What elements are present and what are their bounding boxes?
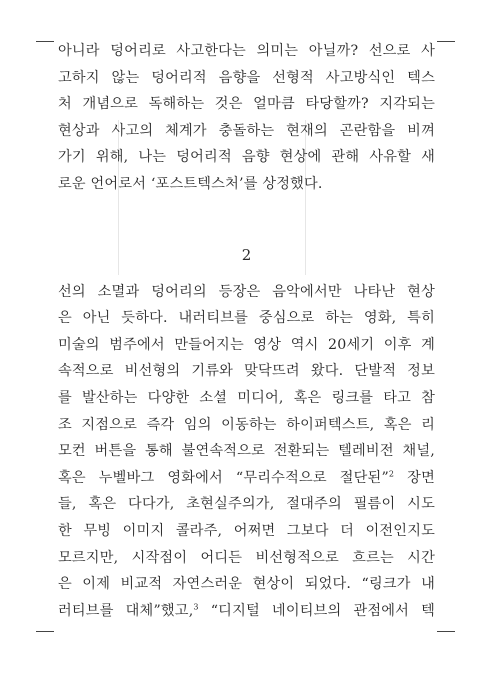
paragraph-1 [58, 38, 435, 198]
page-body [58, 38, 435, 624]
text-line: 고하지 않는 덩어리적 음향을 선형적 사고방식인 텍스 [58, 69, 435, 86]
footnote-marker-2[interactable]: 2 [388, 468, 395, 478]
text-line-with-footnote [58, 598, 435, 625]
paragraph-2 [58, 279, 435, 625]
text-line: 처 개념으로 독해하는 것은 얼마큼 타당할까? 지각되는 [58, 96, 435, 113]
text-line: 들, 혹은 다다가, 초현실주의가, 절대주의 필름이 시도 [58, 496, 435, 513]
crop-mark-top-left [36, 41, 54, 42]
text-line: 미술의 범주에서 만들어지는 영상 역시 20세기 이후 계 [58, 336, 435, 353]
crop-mark-bottom-right [437, 631, 455, 632]
text-line: 모컨 버튼을 통해 불연속적으로 전환되는 텔레비전 채널, [58, 443, 435, 460]
crop-mark-bottom-left [36, 631, 54, 632]
text-line: 모르지만, 시작점이 어디든 비선형적으로 흐르는 시간 [58, 549, 435, 566]
crop-mark-top-right [437, 41, 455, 42]
text-span: “디지털 네이티브의 관점에서 텍 [198, 602, 435, 619]
text-line: 은 이제 비교적 자연스러운 현상이 되었다. “링크가 내 [58, 576, 435, 593]
text-line: 한 무빙 이미지 콜라주, 어쩌면 그보다 더 이전인지도 [58, 522, 435, 539]
text-span: 혹은 누벨바그 영화에서 “무리수적으로 절단된” [58, 469, 389, 486]
text-line: 로운 언어로서 ‘포스트텍스처’를 상정했다. [58, 175, 323, 192]
text-line: 선의 소멸과 덩어리의 등장은 음악에서만 나타난 현상 [58, 283, 435, 300]
text-line: 아니라 덩어리로 사고한다는 의미는 아닐까? 선으로 사 [58, 43, 435, 59]
text-line: 조 지점으로 즉각 임의 이동하는 하이퍼텍스트, 혹은 리 [58, 416, 435, 433]
text-line: 를 발산하는 다양한 소셜 미디어, 혹은 링크를 타고 참 [58, 389, 435, 406]
text-line: 현상과 사고의 체계가 충돌하는 현재의 곤란함을 비껴 [58, 122, 435, 139]
section-number: 2 [241, 245, 252, 264]
text-span: 장면 [394, 469, 435, 486]
text-line-with-footnote [58, 465, 435, 492]
text-line: 속적으로 비선형의 기류와 맞닥뜨려 왔다. 단발적 정보 [58, 363, 435, 380]
text-line: 은 아닌 듯하다. 내러티브를 중심으로 하는 영화, 특히 [58, 310, 435, 327]
text-line: 가기 위해, 나는 덩어리적 음향 현상에 관해 사유할 새 [58, 149, 435, 166]
footnote-marker-3[interactable]: 3 [193, 601, 199, 611]
text-span: 러티브를 대체”했고, [58, 602, 194, 619]
